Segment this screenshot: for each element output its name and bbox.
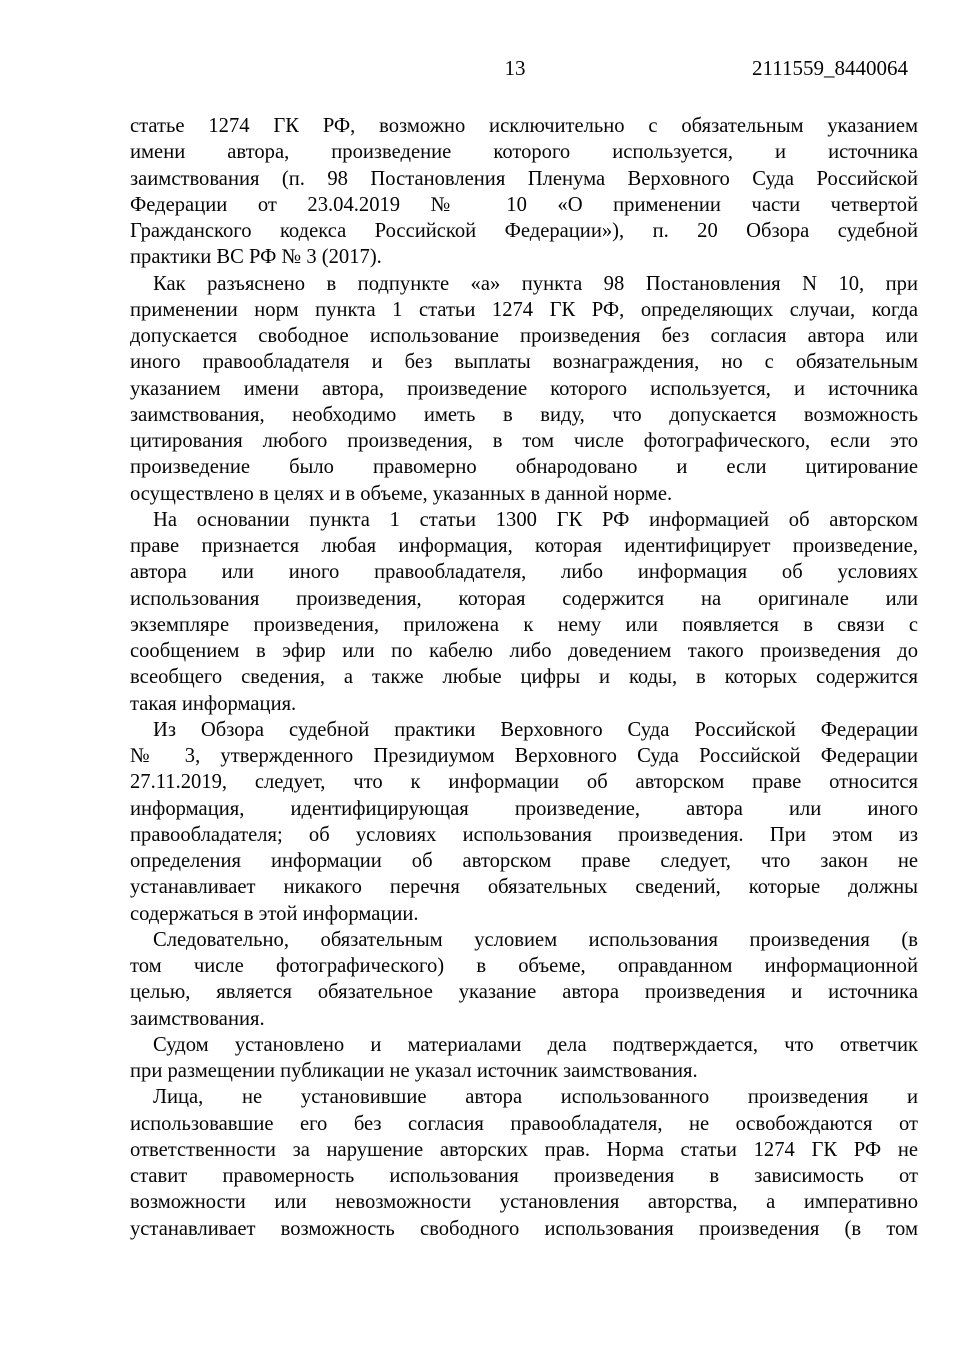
text-line: № 3, утвержденного Президиумом Верховного Суда Российской Федерации	[130, 745, 918, 767]
text-line: ответственности за нарушение авторских прав. Норма статьи 1274 ГК РФ не	[130, 1138, 918, 1161]
text-line: На основании пункта 1 статьи 1300 ГК РФ информацией об авторском	[153, 508, 918, 531]
text-line: правообладателя; об условиях использования произведения. При этом из	[130, 823, 918, 846]
page-header	[130, 55, 918, 83]
text-line: применении норм пункта 1 статьи 1274 ГК РФ, определяющих случаи, когда	[130, 298, 918, 321]
text-line: Лица, не установившие автора использованного произведения и	[153, 1086, 918, 1109]
text-line: заимствования, необходимо иметь в виду, что допускается возможность	[130, 403, 918, 426]
text-line: экземпляре произведения, приложена к нему или появляется в связи с	[130, 613, 918, 636]
paragraph	[130, 717, 918, 927]
text-line: допускается свободное использование произведения без согласия автора или	[130, 325, 918, 347]
text-line: праве признается любая информация, которая идентифицирует произведение,	[130, 535, 918, 557]
text-line: указанием имени автора, произведение которого используется, и источника	[130, 377, 918, 400]
text-line: Из Обзора судебной практики Верховного Суда Российской Федерации	[153, 718, 918, 741]
paragraph	[130, 271, 918, 507]
text-line: целью, является обязательное указание автора произведения и источника	[130, 981, 918, 1004]
text-line: Федерации от 23.04.2019 № 10 «О применении части четвертой	[130, 193, 918, 216]
text-line: имени автора, произведение которого используется, и источника	[130, 141, 918, 164]
document-body	[130, 113, 918, 1242]
text-line: заимствования (п. 98 Постановления Пленума Верховного Суда Российской	[130, 167, 918, 190]
text-line: практики ВС РФ № 3 (2017).	[130, 246, 382, 269]
text-line: Гражданского кодекса Российской Федерации»), п. 20 Обзора судебной	[130, 220, 918, 242]
text-line: произведение было правомерно обнародовано и если цитирование	[130, 456, 918, 479]
paragraph	[130, 1032, 918, 1085]
text-line: Следовательно, обязательным условием использования произведения (в	[153, 928, 918, 951]
text-line: устанавливает возможность свободного использования произведения (в том	[130, 1217, 918, 1240]
text-line: заимствования.	[130, 1007, 265, 1030]
text-line: определения информации об авторском праве следует, что закон не	[130, 850, 918, 872]
text-line: том числе фотографического) в объеме, оправданном информационной	[130, 955, 918, 977]
text-line: устанавливает никакого перечня обязательных сведений, которые должны	[130, 876, 918, 899]
page-number: 13	[504, 56, 526, 80]
text-line: ставит правомерность использования произведения в зависимость от	[130, 1165, 918, 1187]
paragraph	[130, 1084, 918, 1242]
text-line: 27.11.2019, следует, что к информации об авторском праве относится	[130, 771, 918, 794]
text-line: использования произведения, которая содержится на оригинале или	[130, 587, 918, 610]
text-line: информация, идентифицирующая произведение, автора или иного	[130, 797, 918, 820]
text-line: всеобщего сведения, а также любые цифры и коды, в которых содержится	[130, 666, 918, 689]
text-line: использовавшие его без согласия правообладателя, не освобождаются от	[130, 1112, 918, 1135]
text-line: Судом установлено и материалами дела подтверждается, что ответчик	[153, 1033, 918, 1056]
text-line: Как разъяснено в подпункте «а» пункта 98 Постановления N 10, при	[153, 272, 918, 295]
text-line: осуществлено в целях и в объеме, указанных в данной норме.	[130, 482, 673, 505]
text-line: иного правообладателя и без выплаты вознаграждения, но с обязательным	[130, 351, 918, 374]
text-line: такая информация.	[130, 692, 297, 715]
text-line: статье 1274 ГК РФ, возможно исключительно с обязательным указанием	[130, 115, 918, 137]
text-line: автора или иного правообладателя, либо информация об условиях	[130, 561, 918, 584]
text-line: возможности или невозможности установления авторства, а императивно	[130, 1191, 918, 1214]
paragraph	[130, 927, 918, 1032]
text-line: при размещении публикации не указал источник заимствования.	[130, 1060, 698, 1082]
text-line: сообщением в эфир или по кабелю либо доведением такого произведения до	[130, 640, 918, 662]
document-id: 2111559_8440064	[752, 56, 908, 80]
paragraph	[130, 113, 918, 271]
text-line: содержаться в этой информации.	[130, 902, 419, 925]
text-line: цитирования любого произведения, в том числе фотографического, если это	[130, 430, 918, 452]
paragraph	[130, 507, 918, 717]
